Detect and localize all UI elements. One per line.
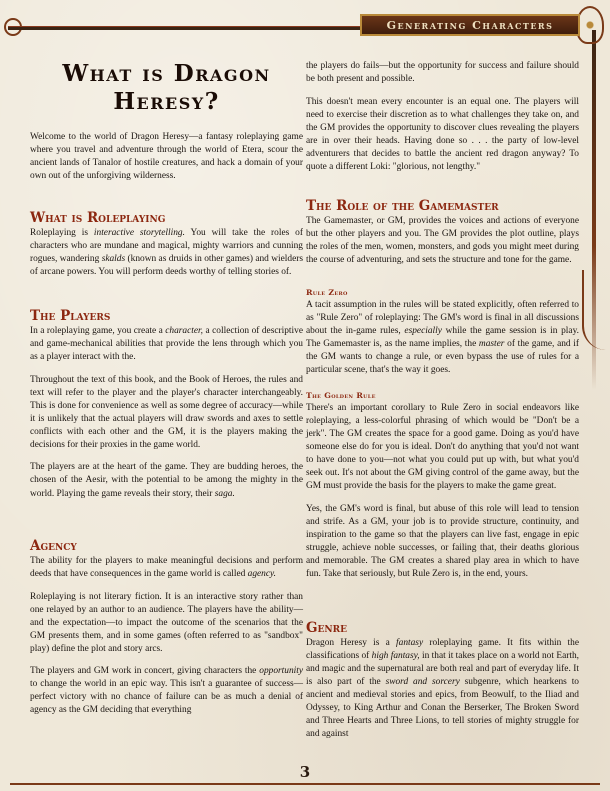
intro-section — [30, 131, 303, 193]
roleplaying-section — [30, 210, 303, 289]
corner-ornament — [576, 6, 604, 44]
paragraph: In a roleplaying game, you create a character, a collection of descriptive and game-mechanical abilities that provide the lens through which you as a player interact with the. — [30, 326, 303, 363]
paragraph: The ability for the players to make meaningful decisions and perform deeds that have consequences in the game world is called agency. — [30, 556, 303, 580]
continued-text — [306, 60, 579, 183]
paragraph: There's an important corollary to Rule Zero in social endeavors like roleplaying, a less-colorful phrasing of which would be "Don't be a jerk". The GM creates the space for a good game. Doing as you'd have someone else do for you is ideal. Don't do anything that you'd not want to have done to you—not what you could put up with, but what you'd seek out. It's not about the GM giving control of the game away, but the GM must provide the basis for the players to make the game great. — [306, 403, 579, 492]
genre-section — [306, 620, 579, 751]
subsection-heading: The Golden Rule — [306, 391, 376, 400]
agency-section — [30, 538, 303, 727]
paragraph: Roleplaying is not literary fiction. It is an interactive story rather than one relayed by an author to an audience. The players have the ability—and the expectation—to impact the outcome of the scenarios that the GM presents them, and in some games (often referred to as "sandbox" play) define the plot and story arcs. — [30, 591, 303, 654]
paragraph: The players are at the heart of the game. They are budding heroes, the chosen of the Aesir, with the potential to be among the mighty in the world. Playing the game reveals their story, their saga. — [30, 462, 303, 499]
gm-role-section — [306, 198, 579, 277]
paragraph: The Gamemaster, or GM, provides the voices and actions of everyone but the other players and you. The GM provides the plot outline, plays the roles of the men, women, monsters, and gods you might meet during the course of adventuring, and sets the structure and tone for the game. — [306, 216, 579, 266]
page-title-line: What is Dragon — [62, 60, 271, 87]
paragraph: A tacit assumption in the rules will be stated explicitly, often referred to as "Rule Zero" of roleplaying: The GM's word is final in all discussions about the in-game rules, especially while the game session is in play. The Gamemaster is, as the name implies, the master of the game, and if the GM wants to change a rule, or even bypass the use of rules for a particular scene, that's the way it goes. — [306, 300, 580, 376]
section-heading: The Players — [30, 308, 111, 324]
paragraph: Throughout the text of this book, and the Book of Heroes, the rules and text will refer to the player and the player's character interchangeably. This is done for convenience as well as some degree of accuracy—while it is unlikely that the actual players will draw swords and axes to settle conflicts with each other and the GM, it is the players making the decisions for their proxies in the game world. — [30, 374, 303, 450]
rule-zero-section — [306, 287, 579, 387]
page-number: 3 — [299, 763, 311, 781]
paragraph: Yes, the GM's word is final, but abuse of this role will lead to tension and strife. As a GM, your job is to provide structure, continuity, and inspiration to the game so that the players can live fast, engage in epic struggle, achieve noble successes, or failing that, their deaths glorious and memorable. The GM creates a shared play area in which to have fun. Take that seriously, but Rule Zero is, in the end, yours. — [306, 503, 579, 580]
paragraph: Roleplaying is interactive storytelling. You will take the roles of characters who are mundane and magical, mighty warriors and cunning rogues, wandering skalds (known as druids in other games) and wielders of arcane powers. You will perform deeds worthy of telling stories of. — [30, 228, 303, 278]
paragraph: Dragon Heresy is a fantasy roleplaying game. It fits within the classifications of high fantasy, in that it takes place on a world not Earth, and magic and the supernatural are both real and part of everyday life. It is also part of the sword and sorcery subgenre, which hearkens to ancient and medieval stories and epics, from Beowulf, to the Iliad and Odyssey, to King Arthur and Conan the Berserker, The Broken Sword and Three Hearts and Three Lions, to tell stories of mighty struggle for and against — [306, 638, 579, 740]
side-ornament — [582, 270, 606, 350]
paragraph: the players do fails—but the opportunity for success and failure should be both present and possible. — [306, 61, 579, 85]
chapter-header — [360, 14, 580, 36]
section-heading: The Role of the Gamemaster — [306, 198, 499, 214]
section-heading: What is Roleplaying — [30, 210, 166, 226]
top-border — [8, 26, 364, 30]
page-title — [30, 60, 303, 116]
section-heading: Genre — [306, 620, 347, 636]
players-section — [30, 308, 303, 510]
subsection-heading: Rule Zero — [306, 288, 348, 297]
chapter-title: Generating Characters — [386, 18, 554, 32]
bottom-border — [10, 783, 600, 785]
section-heading: Agency — [30, 538, 77, 554]
paragraph: This doesn't mean every encounter is an equal one. The players will need to exercise their discretion as to what challenges they take on, and the GM provides the opportunity to discover clues revealing the players are in over their heads. Having done so . . . the party of low-level adventurers that decides to battle the ancient red dragon anyway? To quote a different Loki: "glorious, not lengthy." — [306, 96, 579, 172]
intro-paragraph: Welcome to the world of Dragon Heresy—a fantasy roleplaying game where you travel and adventure through the world of Etera, scour the ancient lands of Tanalor of hostile creatures, and hack a domain of your own out of the unforgiving wilderness. — [30, 132, 303, 182]
page-title-line: Heresy? — [113, 88, 220, 115]
paragraph: The players and GM work in concert, giving characters the opportunity to change the world in an epic way. This isn't a guarantee of success—perfect victory with no chance of failure can be as much a denial of agency as the GM deciding that everything — [30, 666, 303, 716]
golden-rule-section — [306, 390, 579, 591]
